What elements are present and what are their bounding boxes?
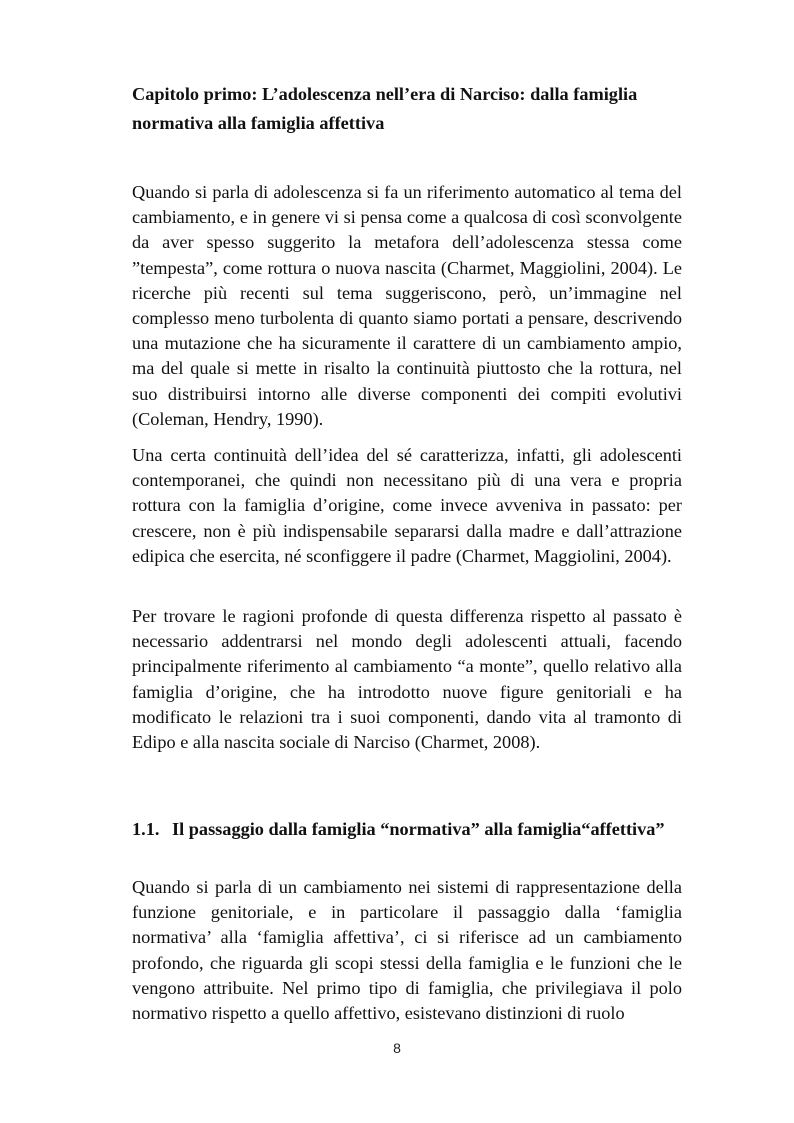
section-number: 1.1. — [132, 819, 160, 839]
page-number: 8 — [393, 1040, 401, 1056]
body-paragraph-3: Per trovare le ragioni profonde di questa differenza rispetto al passato è necessario addentrarsi nel mondo degli adolescenti attuali, facendo principalmente riferimento al cambiamento “a monte”, quello relativo alla famiglia d’origine, che ha introdotto nuove figure genitoriali e ha modificato le relazioni tra i suoi componenti, dando vita al tramonto di Edipo e alla nascita sociale di Narciso (Charmet, 2008). — [132, 606, 682, 753]
section-heading — [132, 816, 692, 842]
chapter-title: Capitolo primo: L’adolescenza nell’era di Narciso: dalla famiglia normativa alla famiglia affettiva — [132, 84, 638, 133]
body-paragraph-1: Quando si parla di adolescenza si fa un riferimento automatico al tema del cambiamento, e in genere vi si pensa come a qualcosa di così sconvolgente da aver spesso suggerito la metafora dell’adolescenza stessa come ”tempesta”, come rottura o nuova nascita (Charmet, Maggiolini, 2004). Le ricerche più recenti sul tema suggeriscono, però, un’immagine nel complesso meno turbolenta di quanto siamo portati a pensare, descrivendo una mutazione che ha sicuramente il carattere di un cambiamento ampio, ma del quale si mette in risalto la continuità piuttosto che la rottura, nel suo distribuirsi intorno alle diverse componenti dei compiti evolutivi (Coleman, Hendry, 1990). — [132, 182, 682, 429]
section-title: Il passaggio dalla famiglia “normativa” alla famiglia“affettiva” — [172, 819, 665, 839]
body-paragraph-2: Una certa continuità dell’idea del sé caratterizza, infatti, gli adolescenti contemporanei, che quindi non necessitano più di una vera e propria rottura con la famiglia d’origine, come invece avveniva in passato: per crescere, non è più indispensabile separarsi dalla madre e dall’attrazione edipica che esercita, né sconfiggere il padre (Charmet, Maggiolini, 2004). — [132, 445, 682, 566]
body-paragraph-4: Quando si parla di un cambiamento nei sistemi di rappresentazione della funzione genitoriale, e in particolare il passaggio dalla ‘famiglia normativa’ alla ‘famiglia affettiva’, ci si riferisce ad un cambiamento profondo, che riguarda gli scopi stessi della famiglia e le funzioni che le vengono attribuite. Nel primo tipo di famiglia, che privilegiava il polo normativo rispetto a quello affettivo, esistevano distinzioni di ruolo — [132, 877, 682, 1024]
